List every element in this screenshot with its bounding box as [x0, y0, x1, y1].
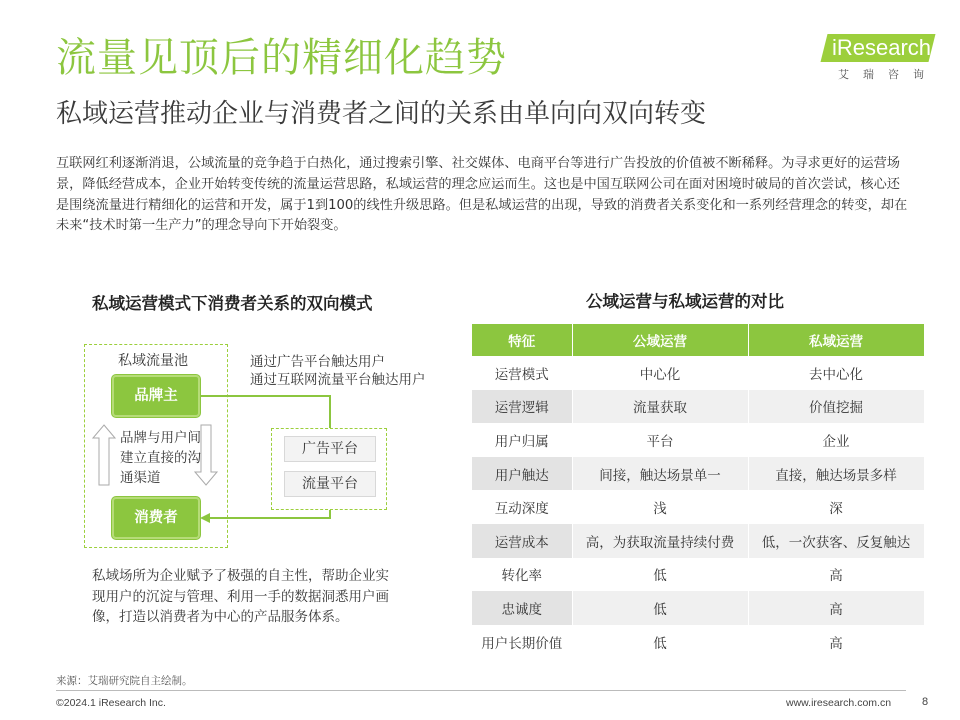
brand-node: 品牌主: [112, 375, 200, 417]
table-row: [472, 524, 924, 558]
row-public: 间接，触达场景单一: [572, 457, 748, 491]
row-feature: 运营模式: [472, 356, 572, 390]
row-feature: 运营成本: [472, 524, 572, 558]
row-private: 高: [748, 591, 924, 625]
table-row: [472, 356, 924, 390]
page-number: 8: [922, 696, 929, 708]
row-feature: 用户触达: [472, 457, 572, 491]
logo-wordmark: iResearch: [832, 35, 932, 60]
row-private: 直接，触达场景多样: [748, 457, 924, 491]
table-header-row: [472, 324, 924, 356]
row-feature: 用户归属: [472, 423, 572, 457]
row-feature: 互动深度: [472, 490, 572, 524]
table-row: [472, 423, 924, 457]
row-feature: 转化率: [472, 558, 572, 592]
table-row: [472, 490, 924, 524]
source-note: 来源：艾瑞研究院自主绘制。: [56, 675, 193, 687]
row-feature: 用户长期价值: [472, 625, 572, 659]
private-pool-label: 私域流量池: [118, 353, 188, 369]
reach-description: [250, 353, 426, 389]
row-private: 企业: [748, 423, 924, 457]
table-row: [472, 390, 924, 424]
comparison-table: [472, 324, 925, 658]
row-public: 高，为获取流量持续付费: [572, 524, 748, 558]
row-private: 去中心化: [748, 356, 924, 390]
logo-cn-text: 艾瑞咨询: [838, 68, 938, 81]
website-link[interactable]: www.iresearch.com.cn: [786, 697, 892, 709]
row-public: 低: [572, 625, 748, 659]
page-subtitle: 私域运营推动企业与消费者之间的关系由单向向双向转变: [56, 99, 707, 129]
up-arrow-icon: [92, 424, 116, 486]
row-public: 浅: [572, 490, 748, 524]
intro-paragraph: 互联网红利逐渐消退，公域流量的竞争趋于白热化，通过搜索引擎、社交媒体、电商平台等进行广告投放的价值被不断稀释。为寻求更好的运营场景，降低经营成本，企业开始转变传统的流量运营思路，私域运营的理念应运而生。这也是中国互联网公司在面对困境时破局的首次尝试，核心还是围绕流量进行精细化的运营和开发，属于1到100的线性升级思路。但是私域运营的出现，导致的消费者关系变化和一系列经营理念的转变，却在未来“技术时第一生产力”的理念导向下开始裂变。: [56, 156, 908, 234]
header-feature: 特征: [472, 324, 572, 356]
header-private: 私域运营: [748, 324, 924, 356]
table-row: [472, 591, 924, 625]
traffic-platform-box: 流量平台: [284, 471, 376, 497]
table-row: [472, 625, 924, 659]
direct-channel-text: 品牌与用户间建立直接的沟通渠道: [120, 430, 201, 486]
right-heading: 公域运营与私域运营的对比: [586, 292, 784, 311]
row-feature: 忠诚度: [472, 591, 572, 625]
row-public: 低: [572, 558, 748, 592]
row-private: 深: [748, 490, 924, 524]
row-private: 高: [748, 625, 924, 659]
page-title: 流量见顶后的精细化趋势: [56, 35, 507, 81]
copyright-text: ©2024.1 iResearch Inc.: [56, 697, 166, 709]
row-public: 平台: [572, 423, 748, 457]
reach-line-traffic: 通过互联网流量平台触达用户: [250, 372, 426, 388]
row-private: 价值挖掘: [748, 390, 924, 424]
iresearch-logo: [820, 30, 938, 86]
table-row: [472, 558, 924, 592]
table-row: [472, 457, 924, 491]
left-heading: 私域运营模式下消费者关系的双向模式: [92, 294, 373, 313]
reach-line-ad: 通过广告平台触达用户: [250, 354, 385, 370]
row-public: 低: [572, 591, 748, 625]
row-public: 中心化: [572, 356, 748, 390]
row-private: 低，一次获客、反复触达: [748, 524, 924, 558]
private-domain-description: 私域场所为企业赋予了极强的自主性，帮助企业实现用户的沉淀与管理、利用一手的数据洞悉用户画像，打造以消费者为中心的产品服务体系。: [92, 568, 389, 625]
header-public: 公域运营: [572, 324, 748, 356]
consumer-node: 消费者: [112, 497, 200, 539]
row-feature: 运营逻辑: [472, 390, 572, 424]
row-private: 高: [748, 558, 924, 592]
row-public: 流量获取: [572, 390, 748, 424]
footer-divider: [56, 690, 906, 691]
ad-platform-box: 广告平台: [284, 436, 376, 462]
